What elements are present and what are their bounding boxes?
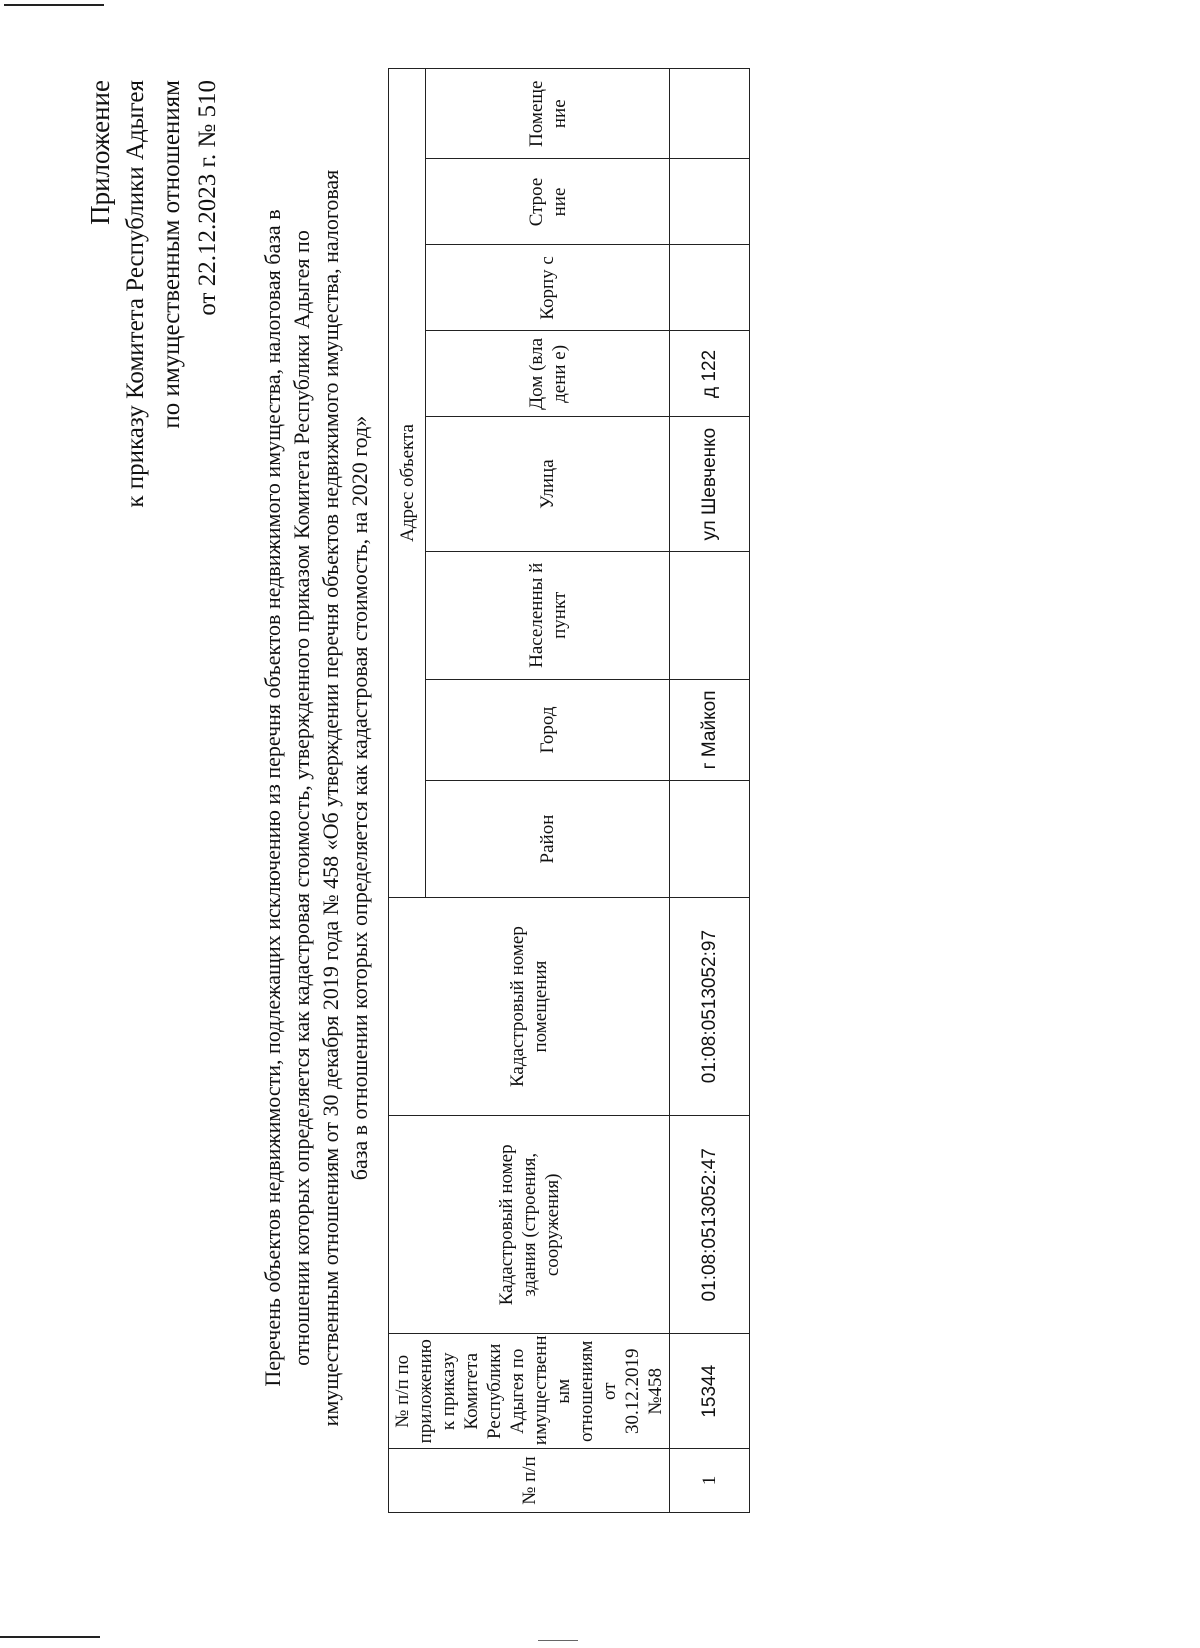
cell-street: ул Шевченко (670, 417, 750, 551)
cell-house: д 122 (670, 331, 750, 417)
header-settlement: Населенны й пункт (426, 551, 670, 679)
appendix-order-line: к приказу Комитета Республики Адыгея (122, 80, 149, 508)
title-line: отношении которых определяется как кадастровая стоимость, утвержденного приказом Комитета Республики Адыгея по (289, 230, 314, 1366)
header-city: Город (426, 679, 670, 780)
cell-num: 1 (670, 1449, 750, 1513)
cell-premises-cadastral: 01:08:0513052:97 (670, 897, 750, 1115)
cell-district (670, 781, 750, 898)
title-line: имущественным отношениям от 30 декабря 2019 года № 458 «Об утверждении перечня объектов недвижимого имущества, налоговая (318, 169, 343, 1427)
header-building: Корпу с (426, 245, 670, 331)
property-table (388, 68, 750, 1513)
appendix-title: Приложение (85, 80, 115, 225)
cell-city: г Майкоп (670, 679, 750, 780)
header-premises-cadastral: Кадастровый номер помещения (389, 897, 670, 1115)
header-district: Район (426, 781, 670, 898)
header-num: № п/п (389, 1449, 670, 1513)
title-line: база в отношении которых определяется как кадастровая стоимость, на 2020 год» (347, 415, 372, 1181)
header-structure: Строе ние (426, 159, 670, 245)
cell-appendix-num: 15344 (670, 1334, 750, 1449)
cell-building (670, 245, 750, 331)
header-street: Улица (426, 417, 670, 551)
cell-settlement (670, 551, 750, 679)
appendix-date-line: от 22.12.2023 г. № 510 (194, 80, 221, 316)
header-address-group: Адрес объекта (389, 69, 426, 898)
appendix-header (82, 80, 226, 508)
header-appendix-num: № п/п по приложению к приказу Комитета Республики Адыгея по имущественн ым отношениям от 30.12.2019 №458 (389, 1334, 670, 1449)
cell-room (670, 69, 750, 159)
title-line: Перечень объектов недвижимости, подлежащих исключению из перечня объектов недвижимого имущества, налоговая база в (260, 209, 285, 1387)
cell-structure (670, 159, 750, 245)
document-title (258, 148, 374, 1448)
cell-building-cadastral: 01:08:0513052:47 (670, 1116, 750, 1334)
header-building-cadastral: Кадастровый номер здания (строения, сооружения) (389, 1116, 670, 1334)
header-room: Помеще ние (426, 69, 670, 159)
table-row (670, 69, 750, 1513)
header-house: Дом (вла дени е) (426, 331, 670, 417)
table-header-row (389, 69, 426, 1513)
appendix-committee-line: по имущественным отношениям (158, 80, 185, 429)
